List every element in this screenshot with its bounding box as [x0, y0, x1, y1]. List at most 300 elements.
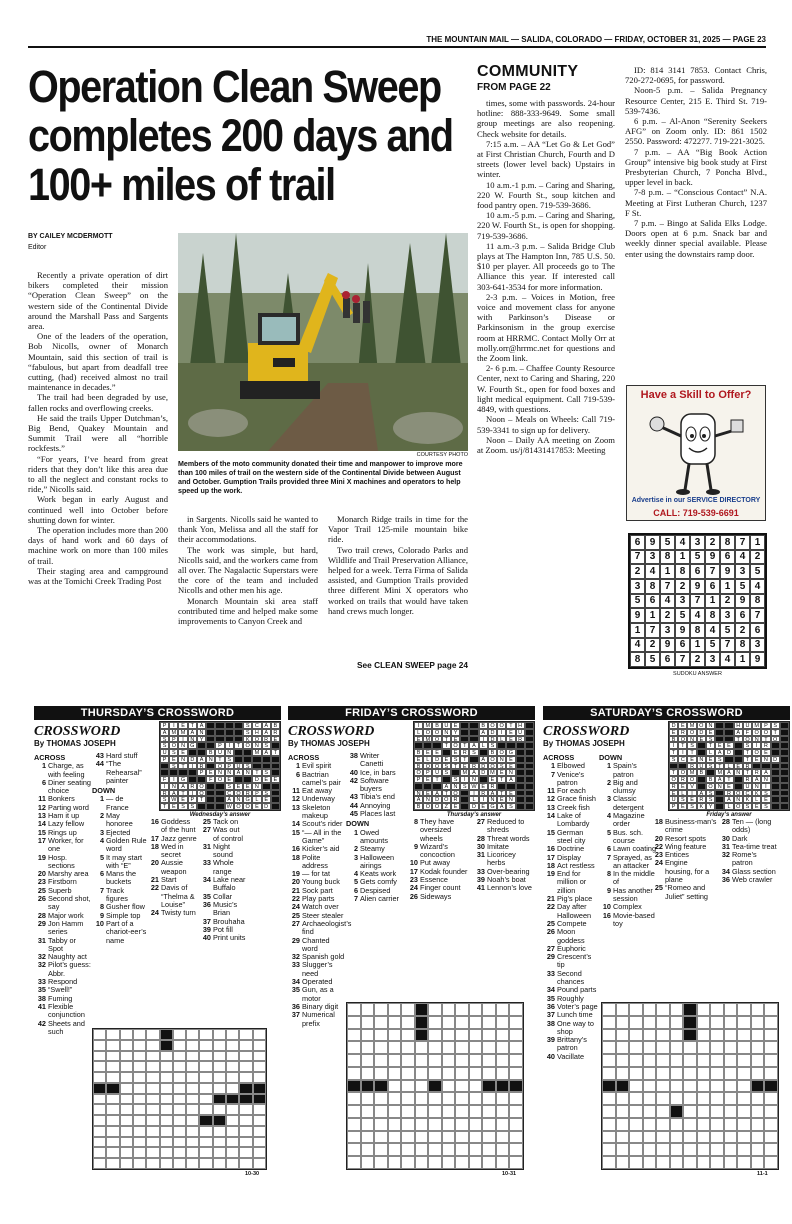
grid-cell[interactable]: [697, 1156, 711, 1169]
grid-cell[interactable]: [455, 1092, 469, 1105]
grid-cell[interactable]: [401, 1156, 415, 1169]
grid-cell[interactable]: [697, 1016, 711, 1029]
grid-cell[interactable]: [253, 1147, 266, 1158]
grid-cell[interactable]: [751, 1105, 765, 1118]
grid-cell[interactable]: [388, 1080, 402, 1093]
grid-cell[interactable]: [388, 1016, 402, 1029]
grid-cell[interactable]: [442, 1054, 456, 1067]
grid-cell[interactable]: [374, 1156, 388, 1169]
grid-cell[interactable]: [455, 1080, 469, 1093]
grid-cell[interactable]: [120, 1061, 133, 1072]
grid-cell[interactable]: [133, 1158, 146, 1169]
grid-cell[interactable]: [199, 1061, 212, 1072]
grid-cell[interactable]: [697, 1118, 711, 1131]
grid-cell[interactable]: [442, 1016, 456, 1029]
grid-cell[interactable]: [629, 1156, 643, 1169]
grid-cell[interactable]: [415, 1067, 429, 1080]
grid-cell[interactable]: [710, 1118, 724, 1131]
grid-cell[interactable]: [239, 1029, 252, 1040]
grid-cell[interactable]: [93, 1094, 106, 1105]
grid-cell[interactable]: [656, 1080, 670, 1093]
grid-cell[interactable]: [442, 1092, 456, 1105]
grid-cell[interactable]: [737, 1041, 751, 1054]
grid-cell[interactable]: [213, 1137, 226, 1148]
grid-cell[interactable]: [213, 1147, 226, 1158]
grid-cell[interactable]: [724, 1067, 738, 1080]
grid-cell[interactable]: [93, 1061, 106, 1072]
grid-cell[interactable]: [120, 1147, 133, 1158]
grid-cell[interactable]: [173, 1083, 186, 1094]
grid-cell[interactable]: [469, 1054, 483, 1067]
grid-cell[interactable]: [120, 1126, 133, 1137]
grid-cell[interactable]: [469, 1016, 483, 1029]
grid-cell[interactable]: [133, 1083, 146, 1094]
grid-cell[interactable]: [737, 1080, 751, 1093]
grid-cell[interactable]: [670, 1143, 684, 1156]
grid-cell[interactable]: [469, 1118, 483, 1131]
grid-cell[interactable]: [146, 1051, 159, 1062]
grid-cell[interactable]: [616, 1041, 630, 1054]
grid-cell[interactable]: [213, 1083, 226, 1094]
grid-cell[interactable]: [455, 1118, 469, 1131]
grid-cell[interactable]: [173, 1029, 186, 1040]
grid-cell[interactable]: [428, 1118, 442, 1131]
grid-cell[interactable]: [388, 1118, 402, 1131]
grid-cell[interactable]: [724, 1092, 738, 1105]
grid-cell[interactable]: [213, 1051, 226, 1062]
grid-cell[interactable]: [415, 1143, 429, 1156]
grid-cell[interactable]: [629, 1041, 643, 1054]
grid-cell[interactable]: [751, 1092, 765, 1105]
grid-cell[interactable]: [146, 1094, 159, 1105]
grid-cell[interactable]: [764, 1156, 778, 1169]
grid-cell[interactable]: [374, 1003, 388, 1016]
grid-cell[interactable]: [415, 1131, 429, 1144]
grid-cell[interactable]: [120, 1051, 133, 1062]
grid-cell[interactable]: [173, 1061, 186, 1072]
grid-cell[interactable]: [388, 1105, 402, 1118]
grid-cell[interactable]: [133, 1147, 146, 1158]
grid-cell[interactable]: [455, 1143, 469, 1156]
grid-cell[interactable]: [482, 1029, 496, 1042]
grid-cell[interactable]: [213, 1061, 226, 1072]
grid-cell[interactable]: [213, 1040, 226, 1051]
grid-cell[interactable]: [455, 1029, 469, 1042]
grid-cell[interactable]: [751, 1156, 765, 1169]
grid-cell[interactable]: [710, 1105, 724, 1118]
grid-cell[interactable]: [146, 1137, 159, 1148]
grid-cell[interactable]: [213, 1029, 226, 1040]
grid-cell[interactable]: [347, 1016, 361, 1029]
grid-cell[interactable]: [239, 1158, 252, 1169]
grid-cell[interactable]: [602, 1041, 616, 1054]
grid-cell[interactable]: [361, 1041, 375, 1054]
grid-cell[interactable]: [764, 1143, 778, 1156]
grid-cell[interactable]: [710, 1016, 724, 1029]
grid-cell[interactable]: [173, 1072, 186, 1083]
grid-cell[interactable]: [253, 1137, 266, 1148]
grid-cell[interactable]: [482, 1092, 496, 1105]
grid-cell[interactable]: [442, 1131, 456, 1144]
grid-cell[interactable]: [146, 1083, 159, 1094]
grid-cell[interactable]: [173, 1094, 186, 1105]
grid-cell[interactable]: [442, 1105, 456, 1118]
grid-cell[interactable]: [656, 1092, 670, 1105]
grid-cell[interactable]: [226, 1061, 239, 1072]
grid-cell[interactable]: [93, 1051, 106, 1062]
grid-cell[interactable]: [253, 1040, 266, 1051]
grid-cell[interactable]: [120, 1158, 133, 1169]
grid-cell[interactable]: [361, 1131, 375, 1144]
grid-cell[interactable]: [374, 1105, 388, 1118]
grid-cell[interactable]: [347, 1131, 361, 1144]
grid-cell[interactable]: [602, 1003, 616, 1016]
crossword-grid[interactable]: [346, 1002, 524, 1170]
grid-cell[interactable]: [496, 1041, 510, 1054]
grid-cell[interactable]: [186, 1061, 199, 1072]
grid-cell[interactable]: [710, 1067, 724, 1080]
grid-cell[interactable]: [133, 1061, 146, 1072]
grid-cell[interactable]: [401, 1080, 415, 1093]
grid-cell[interactable]: [509, 1041, 523, 1054]
grid-cell[interactable]: [120, 1083, 133, 1094]
grid-cell[interactable]: [496, 1029, 510, 1042]
grid-cell[interactable]: [629, 1016, 643, 1029]
grid-cell[interactable]: [737, 1105, 751, 1118]
grid-cell[interactable]: [724, 1041, 738, 1054]
grid-cell[interactable]: [629, 1143, 643, 1156]
grid-cell[interactable]: [106, 1040, 119, 1051]
grid-cell[interactable]: [469, 1041, 483, 1054]
grid-cell[interactable]: [469, 1029, 483, 1042]
grid-cell[interactable]: [643, 1105, 657, 1118]
grid-cell[interactable]: [724, 1118, 738, 1131]
grid-cell[interactable]: [361, 1156, 375, 1169]
grid-cell[interactable]: [643, 1143, 657, 1156]
grid-cell[interactable]: [643, 1029, 657, 1042]
grid-cell[interactable]: [347, 1003, 361, 1016]
grid-cell[interactable]: [186, 1051, 199, 1062]
grid-cell[interactable]: [683, 1041, 697, 1054]
grid-cell[interactable]: [388, 1131, 402, 1144]
grid-cell[interactable]: [253, 1104, 266, 1115]
grid-cell[interactable]: [374, 1118, 388, 1131]
grid-cell[interactable]: [751, 1041, 765, 1054]
grid-cell[interactable]: [106, 1094, 119, 1105]
grid-cell[interactable]: [469, 1131, 483, 1144]
grid-cell[interactable]: [482, 1131, 496, 1144]
grid-cell[interactable]: [469, 1143, 483, 1156]
grid-cell[interactable]: [670, 1067, 684, 1080]
grid-cell[interactable]: [120, 1040, 133, 1051]
grid-cell[interactable]: [361, 1143, 375, 1156]
grid-cell[interactable]: [442, 1143, 456, 1156]
grid-cell[interactable]: [764, 1105, 778, 1118]
grid-cell[interactable]: [751, 1016, 765, 1029]
grid-cell[interactable]: [670, 1054, 684, 1067]
grid-cell[interactable]: [509, 1105, 523, 1118]
grid-cell[interactable]: [670, 1003, 684, 1016]
grid-cell[interactable]: [93, 1115, 106, 1126]
grid-cell[interactable]: [683, 1080, 697, 1093]
grid-cell[interactable]: [160, 1115, 173, 1126]
grid-cell[interactable]: [186, 1158, 199, 1169]
grid-cell[interactable]: [239, 1051, 252, 1062]
grid-cell[interactable]: [683, 1118, 697, 1131]
grid-cell[interactable]: [764, 1092, 778, 1105]
grid-cell[interactable]: [133, 1126, 146, 1137]
grid-cell[interactable]: [361, 1016, 375, 1029]
grid-cell[interactable]: [602, 1029, 616, 1042]
grid-cell[interactable]: [469, 1156, 483, 1169]
grid-cell[interactable]: [120, 1094, 133, 1105]
crossword-grid[interactable]: [601, 1002, 779, 1170]
grid-cell[interactable]: [629, 1092, 643, 1105]
grid-cell[interactable]: [347, 1054, 361, 1067]
grid-cell[interactable]: [482, 1143, 496, 1156]
grid-cell[interactable]: [616, 1131, 630, 1144]
grid-cell[interactable]: [415, 1156, 429, 1169]
grid-cell[interactable]: [415, 1041, 429, 1054]
grid-cell[interactable]: [656, 1016, 670, 1029]
grid-cell[interactable]: [455, 1054, 469, 1067]
grid-cell[interactable]: [724, 1029, 738, 1042]
grid-cell[interactable]: [199, 1137, 212, 1148]
grid-cell[interactable]: [697, 1131, 711, 1144]
grid-cell[interactable]: [643, 1016, 657, 1029]
grid-cell[interactable]: [93, 1029, 106, 1040]
grid-cell[interactable]: [186, 1029, 199, 1040]
grid-cell[interactable]: [428, 1131, 442, 1144]
grid-cell[interactable]: [602, 1105, 616, 1118]
grid-cell[interactable]: [160, 1083, 173, 1094]
grid-cell[interactable]: [710, 1003, 724, 1016]
grid-cell[interactable]: [764, 1131, 778, 1144]
grid-cell[interactable]: [724, 1003, 738, 1016]
grid-cell[interactable]: [239, 1147, 252, 1158]
grid-cell[interactable]: [173, 1104, 186, 1115]
grid-cell[interactable]: [724, 1016, 738, 1029]
grid-cell[interactable]: [509, 1067, 523, 1080]
grid-cell[interactable]: [160, 1158, 173, 1169]
grid-cell[interactable]: [482, 1118, 496, 1131]
grid-cell[interactable]: [629, 1118, 643, 1131]
grid-cell[interactable]: [146, 1126, 159, 1137]
grid-cell[interactable]: [629, 1131, 643, 1144]
grid-cell[interactable]: [683, 1105, 697, 1118]
grid-cell[interactable]: [160, 1147, 173, 1158]
grid-cell[interactable]: [226, 1040, 239, 1051]
grid-cell[interactable]: [186, 1147, 199, 1158]
grid-cell[interactable]: [133, 1104, 146, 1115]
grid-cell[interactable]: [656, 1054, 670, 1067]
grid-cell[interactable]: [226, 1137, 239, 1148]
grid-cell[interactable]: [737, 1029, 751, 1042]
grid-cell[interactable]: [120, 1072, 133, 1083]
grid-cell[interactable]: [388, 1054, 402, 1067]
grid-cell[interactable]: [374, 1016, 388, 1029]
grid-cell[interactable]: [253, 1158, 266, 1169]
grid-cell[interactable]: [106, 1137, 119, 1148]
grid-cell[interactable]: [764, 1016, 778, 1029]
grid-cell[interactable]: [737, 1143, 751, 1156]
grid-cell[interactable]: [388, 1003, 402, 1016]
grid-cell[interactable]: [226, 1158, 239, 1169]
grid-cell[interactable]: [442, 1080, 456, 1093]
grid-cell[interactable]: [469, 1067, 483, 1080]
grid-cell[interactable]: [239, 1126, 252, 1137]
grid-cell[interactable]: [697, 1003, 711, 1016]
grid-cell[interactable]: [455, 1131, 469, 1144]
grid-cell[interactable]: [629, 1067, 643, 1080]
grid-cell[interactable]: [186, 1126, 199, 1137]
grid-cell[interactable]: [683, 1067, 697, 1080]
grid-cell[interactable]: [710, 1131, 724, 1144]
grid-cell[interactable]: [469, 1092, 483, 1105]
grid-cell[interactable]: [509, 1029, 523, 1042]
grid-cell[interactable]: [764, 1029, 778, 1042]
grid-cell[interactable]: [442, 1067, 456, 1080]
grid-cell[interactable]: [173, 1137, 186, 1148]
grid-cell[interactable]: [602, 1156, 616, 1169]
grid-cell[interactable]: [602, 1067, 616, 1080]
grid-cell[interactable]: [509, 1118, 523, 1131]
grid-cell[interactable]: [602, 1092, 616, 1105]
grid-cell[interactable]: [670, 1080, 684, 1093]
grid-cell[interactable]: [670, 1041, 684, 1054]
grid-cell[interactable]: [106, 1029, 119, 1040]
grid-cell[interactable]: [213, 1126, 226, 1137]
grid-cell[interactable]: [106, 1126, 119, 1137]
grid-cell[interactable]: [347, 1041, 361, 1054]
grid-cell[interactable]: [199, 1147, 212, 1158]
grid-cell[interactable]: [186, 1094, 199, 1105]
grid-cell[interactable]: [347, 1105, 361, 1118]
grid-cell[interactable]: [509, 1143, 523, 1156]
grid-cell[interactable]: [226, 1083, 239, 1094]
grid-cell[interactable]: [93, 1158, 106, 1169]
grid-cell[interactable]: [737, 1016, 751, 1029]
grid-cell[interactable]: [173, 1126, 186, 1137]
grid-cell[interactable]: [133, 1115, 146, 1126]
grid-cell[interactable]: [670, 1029, 684, 1042]
grid-cell[interactable]: [173, 1040, 186, 1051]
grid-cell[interactable]: [428, 1016, 442, 1029]
grid-cell[interactable]: [146, 1115, 159, 1126]
grid-cell[interactable]: [509, 1054, 523, 1067]
grid-cell[interactable]: [133, 1051, 146, 1062]
grid-cell[interactable]: [361, 1118, 375, 1131]
grid-cell[interactable]: [643, 1054, 657, 1067]
grid-cell[interactable]: [482, 1105, 496, 1118]
grid-cell[interactable]: [496, 1105, 510, 1118]
grid-cell[interactable]: [442, 1118, 456, 1131]
grid-cell[interactable]: [239, 1040, 252, 1051]
grid-cell[interactable]: [643, 1067, 657, 1080]
grid-cell[interactable]: [737, 1156, 751, 1169]
grid-cell[interactable]: [173, 1147, 186, 1158]
grid-cell[interactable]: [401, 1029, 415, 1042]
grid-cell[interactable]: [120, 1029, 133, 1040]
grid-cell[interactable]: [199, 1126, 212, 1137]
grid-cell[interactable]: [374, 1092, 388, 1105]
grid-cell[interactable]: [374, 1131, 388, 1144]
grid-cell[interactable]: [670, 1118, 684, 1131]
grid-cell[interactable]: [616, 1156, 630, 1169]
grid-cell[interactable]: [347, 1092, 361, 1105]
grid-cell[interactable]: [509, 1003, 523, 1016]
grid-cell[interactable]: [226, 1147, 239, 1158]
grid-cell[interactable]: [482, 1041, 496, 1054]
grid-cell[interactable]: [374, 1029, 388, 1042]
grid-cell[interactable]: [509, 1016, 523, 1029]
grid-cell[interactable]: [442, 1029, 456, 1042]
grid-cell[interactable]: [616, 1029, 630, 1042]
grid-cell[interactable]: [253, 1029, 266, 1040]
grid-cell[interactable]: [616, 1003, 630, 1016]
grid-cell[interactable]: [442, 1041, 456, 1054]
grid-cell[interactable]: [93, 1126, 106, 1137]
grid-cell[interactable]: [469, 1003, 483, 1016]
grid-cell[interactable]: [186, 1115, 199, 1126]
grid-cell[interactable]: [146, 1040, 159, 1051]
grid-cell[interactable]: [213, 1158, 226, 1169]
grid-cell[interactable]: [751, 1054, 765, 1067]
grid-cell[interactable]: [656, 1143, 670, 1156]
grid-cell[interactable]: [160, 1094, 173, 1105]
grid-cell[interactable]: [629, 1105, 643, 1118]
grid-cell[interactable]: [226, 1029, 239, 1040]
grid-cell[interactable]: [253, 1061, 266, 1072]
grid-cell[interactable]: [724, 1143, 738, 1156]
grid-cell[interactable]: [697, 1054, 711, 1067]
grid-cell[interactable]: [496, 1016, 510, 1029]
grid-cell[interactable]: [616, 1054, 630, 1067]
grid-cell[interactable]: [482, 1156, 496, 1169]
grid-cell[interactable]: [120, 1104, 133, 1115]
grid-cell[interactable]: [401, 1092, 415, 1105]
grid-cell[interactable]: [401, 1016, 415, 1029]
grid-cell[interactable]: [442, 1003, 456, 1016]
grid-cell[interactable]: [146, 1072, 159, 1083]
grid-cell[interactable]: [361, 1067, 375, 1080]
grid-cell[interactable]: [146, 1104, 159, 1115]
grid-cell[interactable]: [93, 1137, 106, 1148]
grid-cell[interactable]: [133, 1137, 146, 1148]
grid-cell[interactable]: [106, 1115, 119, 1126]
grid-cell[interactable]: [643, 1080, 657, 1093]
grid-cell[interactable]: [643, 1003, 657, 1016]
grid-cell[interactable]: [710, 1092, 724, 1105]
grid-cell[interactable]: [146, 1029, 159, 1040]
grid-cell[interactable]: [751, 1029, 765, 1042]
grid-cell[interactable]: [199, 1040, 212, 1051]
grid-cell[interactable]: [388, 1156, 402, 1169]
grid-cell[interactable]: [643, 1118, 657, 1131]
grid-cell[interactable]: [683, 1092, 697, 1105]
grid-cell[interactable]: [106, 1072, 119, 1083]
grid-cell[interactable]: [455, 1067, 469, 1080]
grid-cell[interactable]: [173, 1051, 186, 1062]
grid-cell[interactable]: [455, 1003, 469, 1016]
grid-cell[interactable]: [173, 1158, 186, 1169]
grid-cell[interactable]: [93, 1147, 106, 1158]
grid-cell[interactable]: [199, 1083, 212, 1094]
grid-cell[interactable]: [146, 1147, 159, 1158]
grid-cell[interactable]: [509, 1092, 523, 1105]
grid-cell[interactable]: [602, 1131, 616, 1144]
grid-cell[interactable]: [751, 1143, 765, 1156]
